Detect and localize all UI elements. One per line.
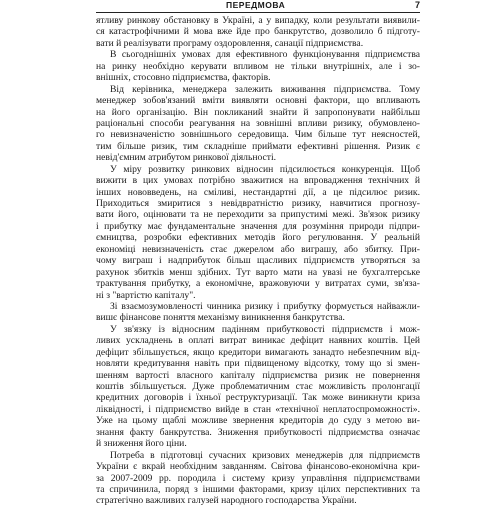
text-line: рахунок збитків менш здібних. Тут варто мати на увазі не бухгалтерське: [96, 266, 420, 278]
text-line: тим більше ризик, тим складніше приймати ефективні рішення. Ризик є: [96, 140, 420, 152]
text-line: дефіцит збільшується, якщо кредитори вимагають занадто небезпечним від-: [96, 346, 420, 358]
text-line: вижити в цих умовах потрібно зважитися на впровадження технічних й: [96, 175, 420, 187]
text-line: Уже на цьому щаблі можливе звернення кредиторів до суду з метою ви-: [96, 415, 420, 427]
text-line: і прибутку має фундаментальне значення для розуміння природи підпри-: [96, 220, 420, 232]
text-line: ятливу ринкову обстановку в Україні, а у випадку, коли результати виявили-: [96, 15, 420, 26]
paragraph: [96, 450, 420, 507]
text-line: вати й реалізувати програму оздоровлення, санації підприємства.: [96, 37, 364, 49]
text-line: й зниження його ціни.: [96, 438, 187, 450]
text-line: економіці невизначеність стає джерелом або виграшу, або збитку. При-: [96, 243, 420, 255]
text-line: Зі взаємозумовленості чинника ризику і прибутку формується найважли-: [110, 300, 420, 312]
page-body: [96, 15, 420, 507]
text-line: кредитних договорів і їхньої реструктуризації. Так може виникнути криза: [96, 392, 420, 404]
paragraph: [96, 15, 420, 49]
text-line: У зв'язку із відносним падінням прибутковості підприємств і мож-: [110, 323, 420, 335]
page-number: 7: [414, 0, 420, 10]
text-line: менеджер зобов'язаний вміти виявляти основні фактори, що впливають: [96, 95, 420, 107]
text-line: ся катастрофічними й мова вже йде про банкрутство, дозволило б підготу-: [96, 26, 420, 38]
text-line: У міру розвитку ринкових відносин підсилюється конкуренція. Щоб: [110, 163, 420, 175]
text-line: України є вкрай необхідним завданням. Світова фінансово-економічна кри-: [96, 461, 420, 473]
text-line: інших нововведень, на сміливі, нестандартні дії, а це підсилює ризик.: [96, 186, 420, 198]
text-line: та спричинила, поряд з іншими факторами, кризу цілих перспективних та: [96, 483, 420, 495]
text-line: ні з "вартістю капіталу".: [96, 289, 196, 301]
text-line: коштів збільшується. Дуже проблематичним стає можливість пролонгації: [96, 381, 420, 392]
text-line: на ринку необхідно керувати впливом не тільки внутрішніх, але і зо-: [96, 60, 420, 72]
running-header: [96, 0, 420, 13]
text-line: вишє фінансове поняття механізму виникнення банкрутства.: [96, 312, 345, 324]
text-line: ліквідності, і підприємство вийде в стан «технічної неплатоспроможності».: [96, 403, 420, 415]
text-line: чому виграш і надприбуток більш щасливих підприємств утворяться за: [96, 255, 420, 267]
text-line: за 2007-2009 рр. породила і систему кризу управління підприємствами: [96, 472, 420, 484]
text-line: Потреба в підготовці сучасних кризових менеджерів для підприємств: [110, 449, 420, 461]
paragraph: [96, 49, 420, 83]
text-line: трактування прибутку, а економічне, вражовуючи у витратах суми, зв'яза-: [96, 278, 420, 290]
text-line: Приходиться змиритися з невідвратністю ризику, навчитися прогнозу-: [96, 198, 420, 209]
text-line: ливих ускладнень в оплаті витрат виникає дефіцит наявних коштів. Цей: [96, 335, 420, 347]
text-line: стратегічно важливих галузей народного господарства України.: [96, 495, 357, 507]
paragraph: [96, 301, 420, 324]
text-line: вати його, оцінювати та не переходити за припустимі межі. Зв'язок ризику: [96, 209, 420, 221]
paragraph: [96, 324, 420, 450]
text-line: невід'ємним атрибутом ринкової діяльності.: [96, 152, 277, 164]
text-line: новляти кредитування навіть при підвищеному відсотку, тому що зі змен-: [96, 358, 420, 370]
text-line: Від керівника, менеджера залежить виживання підприємства. Тому: [110, 83, 420, 95]
running-head-title: ПЕРЕДМОВА: [226, 0, 286, 10]
text-line: го невизначеністю зовнішнього середовища. Чим більше тут неясностей,: [96, 129, 420, 141]
text-line: внішніх, стосовно підприємства, факторів.: [96, 72, 271, 84]
text-line: на його організацію. Він покликаний знайти й запропонувати найбільш: [96, 106, 420, 118]
text-line: знання факту банкрутства. Зниження прибутковості підприємства означає: [96, 426, 420, 438]
paragraph: [96, 84, 420, 164]
text-line: В сьогоднішніх умовах для ефективного функціонування підприємства: [110, 49, 420, 61]
text-line: раціональні способи реагування на зовнішні впливи ризику, обумовлено-: [96, 117, 420, 129]
text-line: ємництва, розробки ефективних методів його регулювання. У реальній: [96, 232, 420, 244]
text-line: шенням вартості власного капіталу підприємства ризик не повернення: [96, 369, 420, 381]
paragraph: [96, 164, 420, 301]
